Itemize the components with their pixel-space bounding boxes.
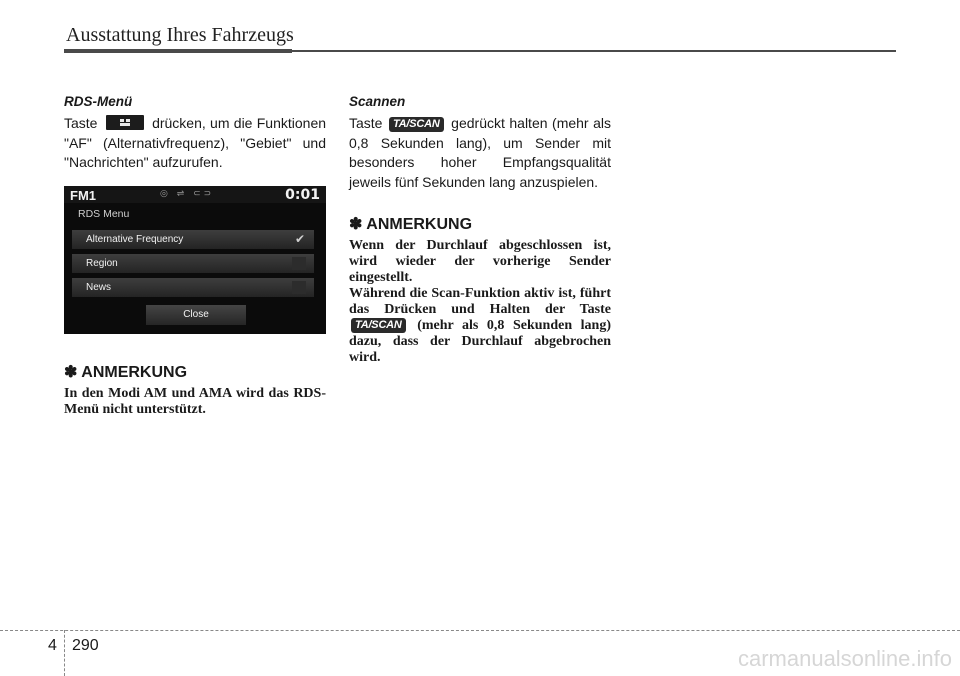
menu-key-icon [106,115,144,130]
note-text-end: (mehr als 0,8 Sekunden lang) dazu, dass der Durchlauf abgebrochen wird. [349,318,611,365]
checkbox-icon [292,281,306,294]
para-text-end: drücken, um die Funktionen "AF" (Alternativfrequenz), "Gebiet" und "Nachrichten" aufzurufen. [64,115,327,170]
screen-status-icons: ◎ ⇌ ⊂⊃ [160,188,215,199]
screen-item-label: Alternative Frequency [86,233,184,245]
ta-scan-key-icon: TA/SCAN [389,117,444,132]
screen-menu-title: RDS Menu [78,207,130,220]
note-heading-right: ✽ ANMERKUNG [349,216,473,233]
para-text-start: Taste [64,115,98,131]
screen-item-news [72,278,314,297]
para-text-end: gedrückt halten (mehr als 0,8 Sekunden lang), um Sender mit besonders hoher Empfangsqualität jeweils fünf Sekunden lang anzuspielen. [349,115,612,190]
screen-close-button: Close [146,305,246,325]
ta-scan-key-icon: TA/SCAN [351,318,406,333]
note-text-right-2 [349,286,611,366]
footer-rule [0,630,960,631]
scan-paragraph [349,114,611,192]
screen-band-label: FM1 [70,187,96,203]
rds-menu-paragraph [64,114,326,173]
note-text-start: Während die Scan-Funktion aktiv ist, führt das Drücken und Halten der Taste [349,286,611,317]
screen-item-region [72,254,314,273]
checkbox-icon [292,257,306,270]
note-heading-left: ✽ ANMERKUNG [64,363,188,381]
left-column [64,94,326,418]
chapter-number: 4 [48,637,57,654]
rds-menu-screen-image [64,186,326,334]
footer-divider [64,630,65,676]
para-text-start: Taste [349,115,383,131]
note-text-right-1: Wenn der Durchlauf abgeschlossen ist, wird wieder der vorherige Sender eingestellt. [349,238,611,285]
screen-time: 0:01 [285,186,320,203]
screen-item-label: News [86,281,112,293]
scan-subheading: Scannen [349,94,406,109]
header-rule-thin [292,50,896,52]
right-column [349,94,611,366]
screen-item-label: Region [86,257,118,269]
header-rule-thick [64,49,292,53]
checkmark-icon: ✔ [294,231,305,246]
page-header-title: Ausstattung Ihres Fahrzeugs [66,24,294,46]
watermark: carmanualsonline.info [737,646,952,671]
screen-item-alternative-frequency [72,230,314,249]
page-number: 290 [72,637,99,654]
note-text-left: In den Modi AM und AMA wird das RDS-Menü nicht unterstützt. [64,385,326,417]
rds-menu-subheading: RDS-Menü [64,94,133,109]
